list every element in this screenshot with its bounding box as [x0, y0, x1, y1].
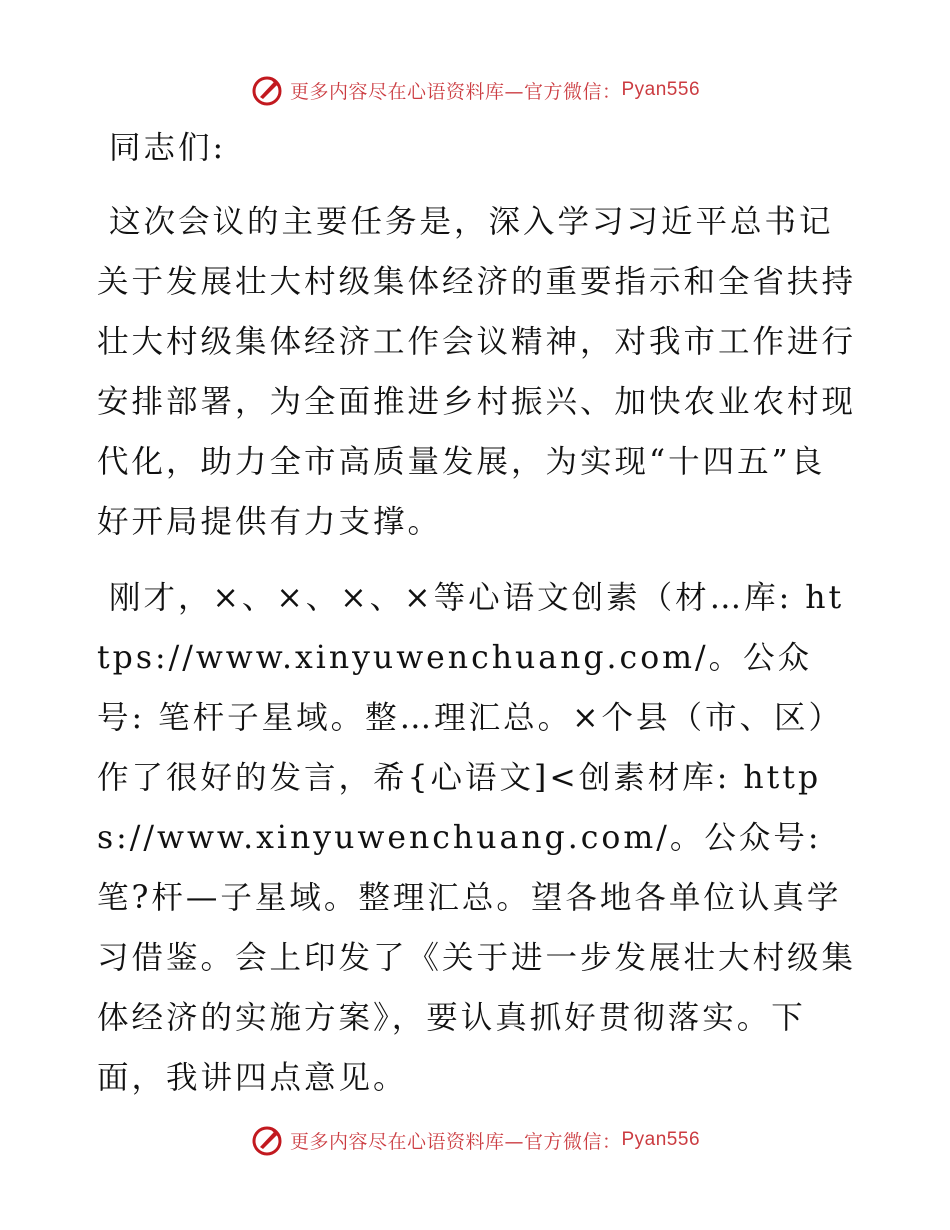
paragraph-1-text: 这次会议的主要任务是，深入学习习近平总书记关于发展壮大村级集体经济的重要指示和全省扶持壮大村级集体经济工作会议精神，对我市工作进行安排部署，为全面推进乡村振兴、加快农业农村现代化，助力全市高质量发展，为实现“十四五”良好开局提供有力支撑。 — [97, 204, 857, 540]
quill-pen-logo-icon — [250, 1123, 284, 1157]
paragraph-2 — [97, 568, 857, 1108]
document-body — [97, 118, 857, 1108]
quill-pen-logo-icon — [250, 73, 284, 107]
watermark-wechat-id: Pyan556 — [621, 1129, 701, 1150]
watermark-text: 更多内容尽在心语资料库—官方微信： — [289, 1130, 622, 1153]
watermark-footer — [0, 1120, 950, 1160]
salutation — [97, 118, 857, 178]
salutation-text: 同志们: — [109, 130, 227, 166]
watermark-header — [0, 70, 950, 110]
watermark-text: 更多内容尽在心语资料库—官方微信： — [289, 80, 622, 103]
watermark-wechat-id: Pyan556 — [621, 79, 701, 100]
paragraph-2-text: 刚才，×、×、×、×等心语文创素（材…库: https://www.xinyuwenchuang.com/。公众号: 笔杆子星域。整…理汇总。×个县（市、区）作了很好的发言，希{心语文]<创素材库: https://www.xinyuwenchuang.com/。公众号: 笔?杆—子星域。整理汇总。望各地各单位认真学习借鉴。会上印发了《关于进一步发展壮大村级集体经济的实施方案》，要认真抓好贯彻落实。下面，我讲四点意见。 — [97, 580, 857, 1096]
paragraph-1 — [97, 192, 857, 552]
